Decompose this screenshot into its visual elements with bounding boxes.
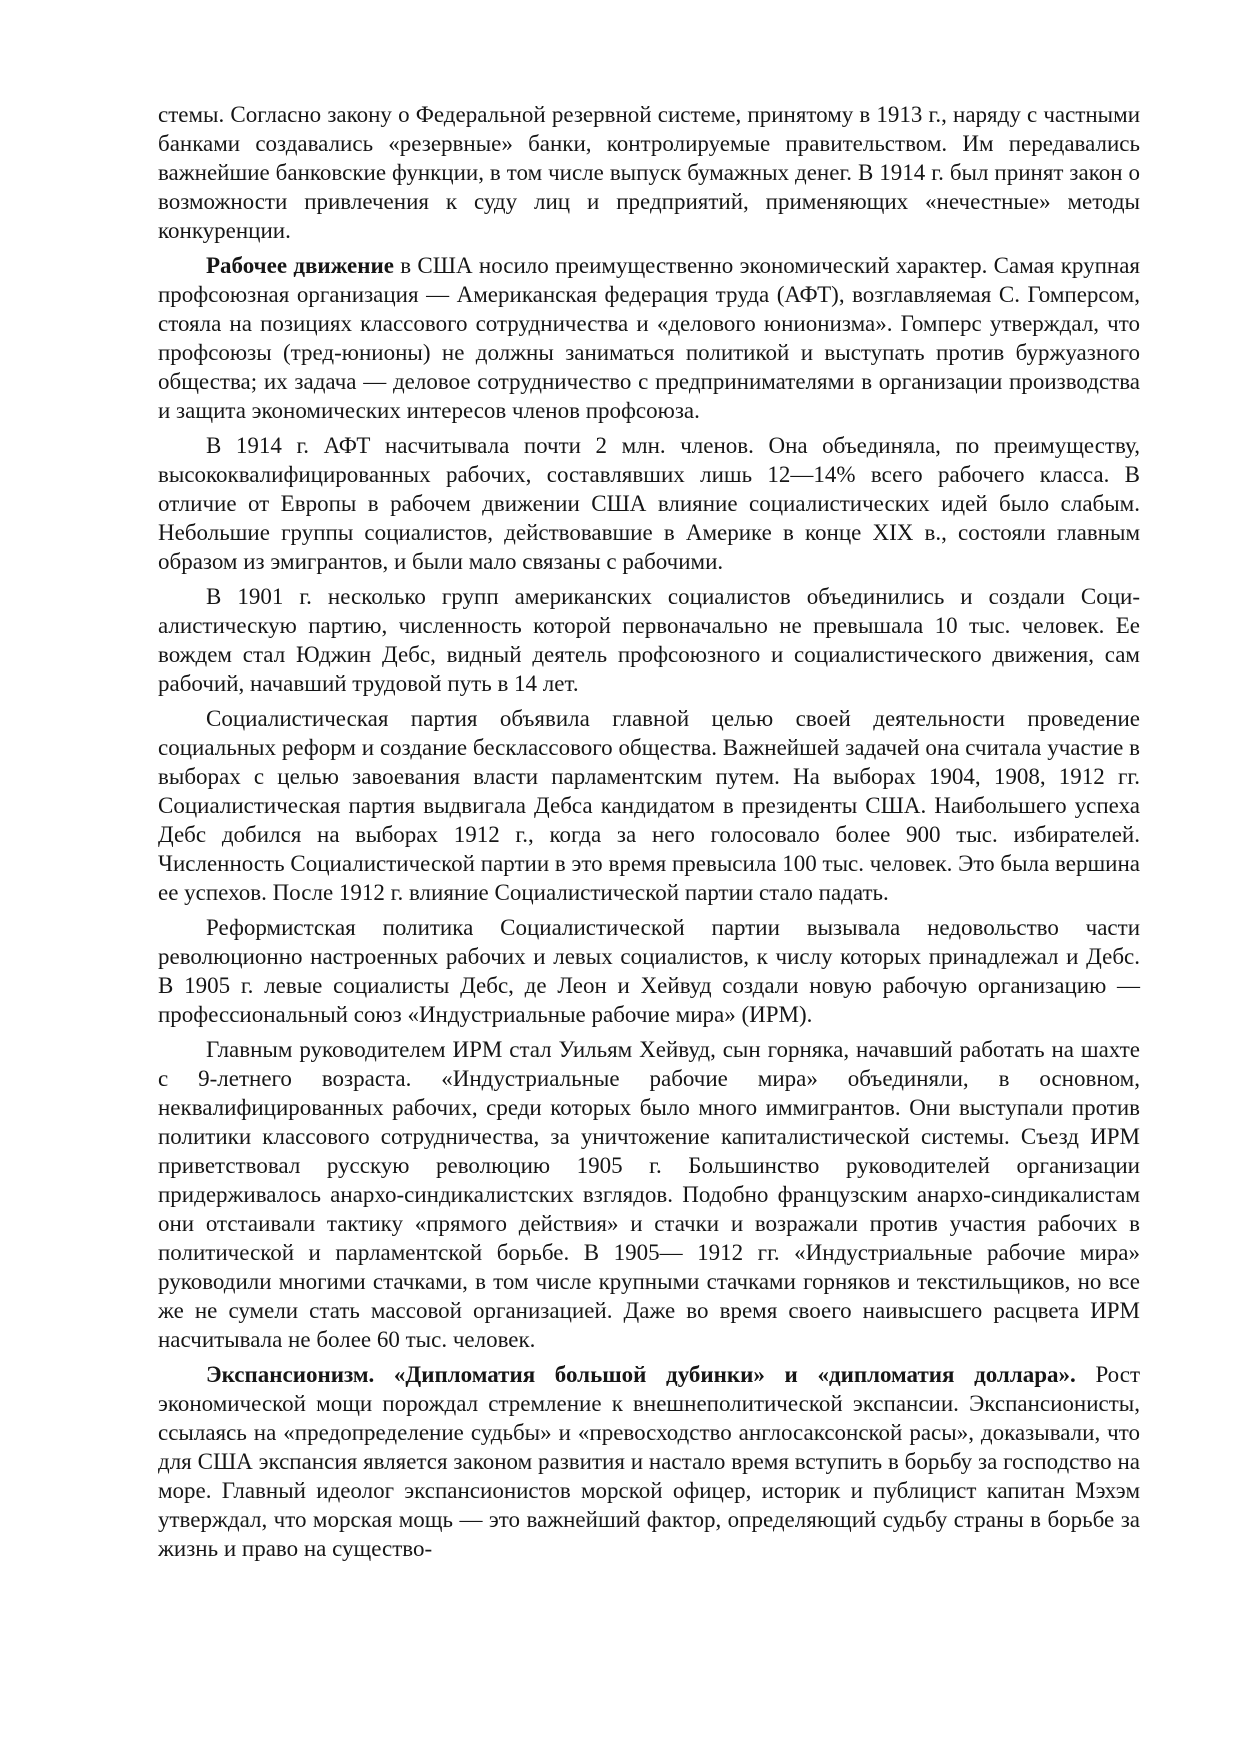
body-paragraph: Реформистская политика Социалистической партии вызывала недовольство части революционно настроенных рабочих и левых социалистов, к числу которых принадлежал и Дебс. В 1905 г. левые социалисты Дебс, де Леон и Хейвуд создали новую рабочую организацию — профессиональный союз «Индустриальные рабочие мира» (ИРМ). — [158, 915, 1140, 1027]
body-paragraph: стемы. Согласно закону о Федеральной резервной системе, принятому в 1913 г., наряду с частными банками создавались «резервные» банки, контролируемые правительством. Им передавались важнейшие банковские функции, в том числе выпуск бумажных денег. В 1914 г. был принят закон о возможности привлечения к суду лиц и предприятий, применяющих «нечестные» методы конкуренции. — [158, 102, 1140, 243]
section-heading: Экспансионизм. «Дипломатия большой дубинки» и «дипломатия доллара». — [206, 1362, 1076, 1387]
text-block — [158, 100, 1140, 1563]
section-paragraph: Рабочее движение в США носило преимущественно экономический характер. Самая крупная профсоюзная организация — Американская федерация труда (АФТ), возглавляемая С. Гомперсом, стояла на позициях классового сотрудничества и «делового юнионизма». Гомперс утверждал, что профсоюзы (тред-юнионы) не должны заниматься политикой и выступать против буржуазного общества; их задача — деловое сотрудничество с предпринимателями в организации производства и защита экономических интересов членов профсоюза. — [158, 253, 1140, 423]
section-heading: Рабочее движение — [206, 253, 394, 278]
body-paragraph: В 1901 г. несколько групп американских социалистов объединились и создали Социалистическую партию, численность которой первоначально не превышала 10 тыс. человек. Ее вождем стал Юджин Дебс, видный деятель профсоюзного и социалистического движения, сам рабочий, начавший трудовой путь в 14 лет. — [158, 584, 1140, 696]
body-paragraph: Главным руководителем ИРМ стал Уильям Хейвуд, сын горняка, начавший работать на шахте с 9-летнего возраста. «Индустриальные рабочие мира» объединяли, в основном, неквалифицированных рабочих, среди которых было много иммигрантов. Они выступали против политики классового сотрудничества, за уничтожение капиталистической системы. Съезд ИРМ приветствовал русскую революцию 1905 г. Большинство руководителей организации придерживалось анархо-синдикалистских взглядов. Подобно французским анархо-синдикалистам они отстаивали тактику «прямого действия» и стачки и возражали против участия рабочих в политической и парламентской борьбе. В 1905— 1912 гг. «Индустриальные рабочие мира» руководили многими стачками, в том числе крупными стачками горняков и текстильщиков, но все же не сумели стать массовой организацией. Даже во время своего наивысшего расцвета ИРМ насчитывала не более 60 тыс. человек. — [158, 1037, 1140, 1352]
body-paragraph: Социалистическая партия объявила главной целью своей деятельности проведение социальных реформ и создание бесклассового общества. Важнейшей задачей она считала участие в выборах с целью завоевания власти парламентским путем. На выборах 1904, 1908, 1912 гг. Социалистическая партия выдвигала Дебса кандидатом в президенты США. Наибольшего успеха Дебс добился на выборах 1912 г., когда за него голосовало более 900 тыс. избирателей. Численность Социалистической партии в это время превысила 100 тыс. человек. Это была вершина ее успехов. После 1912 г. влияние Социалистической партии стало падать. — [158, 706, 1140, 905]
section-paragraph: Экспансионизм. «Дипломатия большой дубинки» и «дипломатия доллара». Рост экономической мощи порождал стремление к внешнеполитической экспансии. Экспансионисты, ссылаясь на «предопределение судьбы» и «превосходство англосаксонской расы», доказывали, что для США экспансия является законом развития и настало время вступить в борьбу за господство на море. Главный идеолог экспансионистов морской офицер, историк и публицист капитан Мэхэм утверждал, что морская мощь — это важнейший фактор, определяющий судьбу страны в борьбе за жизнь и право на существо- — [158, 1362, 1140, 1561]
body-paragraph: В 1914 г. АФТ насчитывала почти 2 млн. членов. Она объединяла, по преимуществу, высококвалифицированных рабочих, составлявших лишь 12—14% всего рабочего класса. В отличие от Европы в рабочем движении США влияние социалистических идей было слабым. Небольшие группы социалистов, действовавшие в Америке в конце XIX в., состояли главным образом из эмигрантов, и были мало связаны с рабочими. — [158, 433, 1140, 574]
